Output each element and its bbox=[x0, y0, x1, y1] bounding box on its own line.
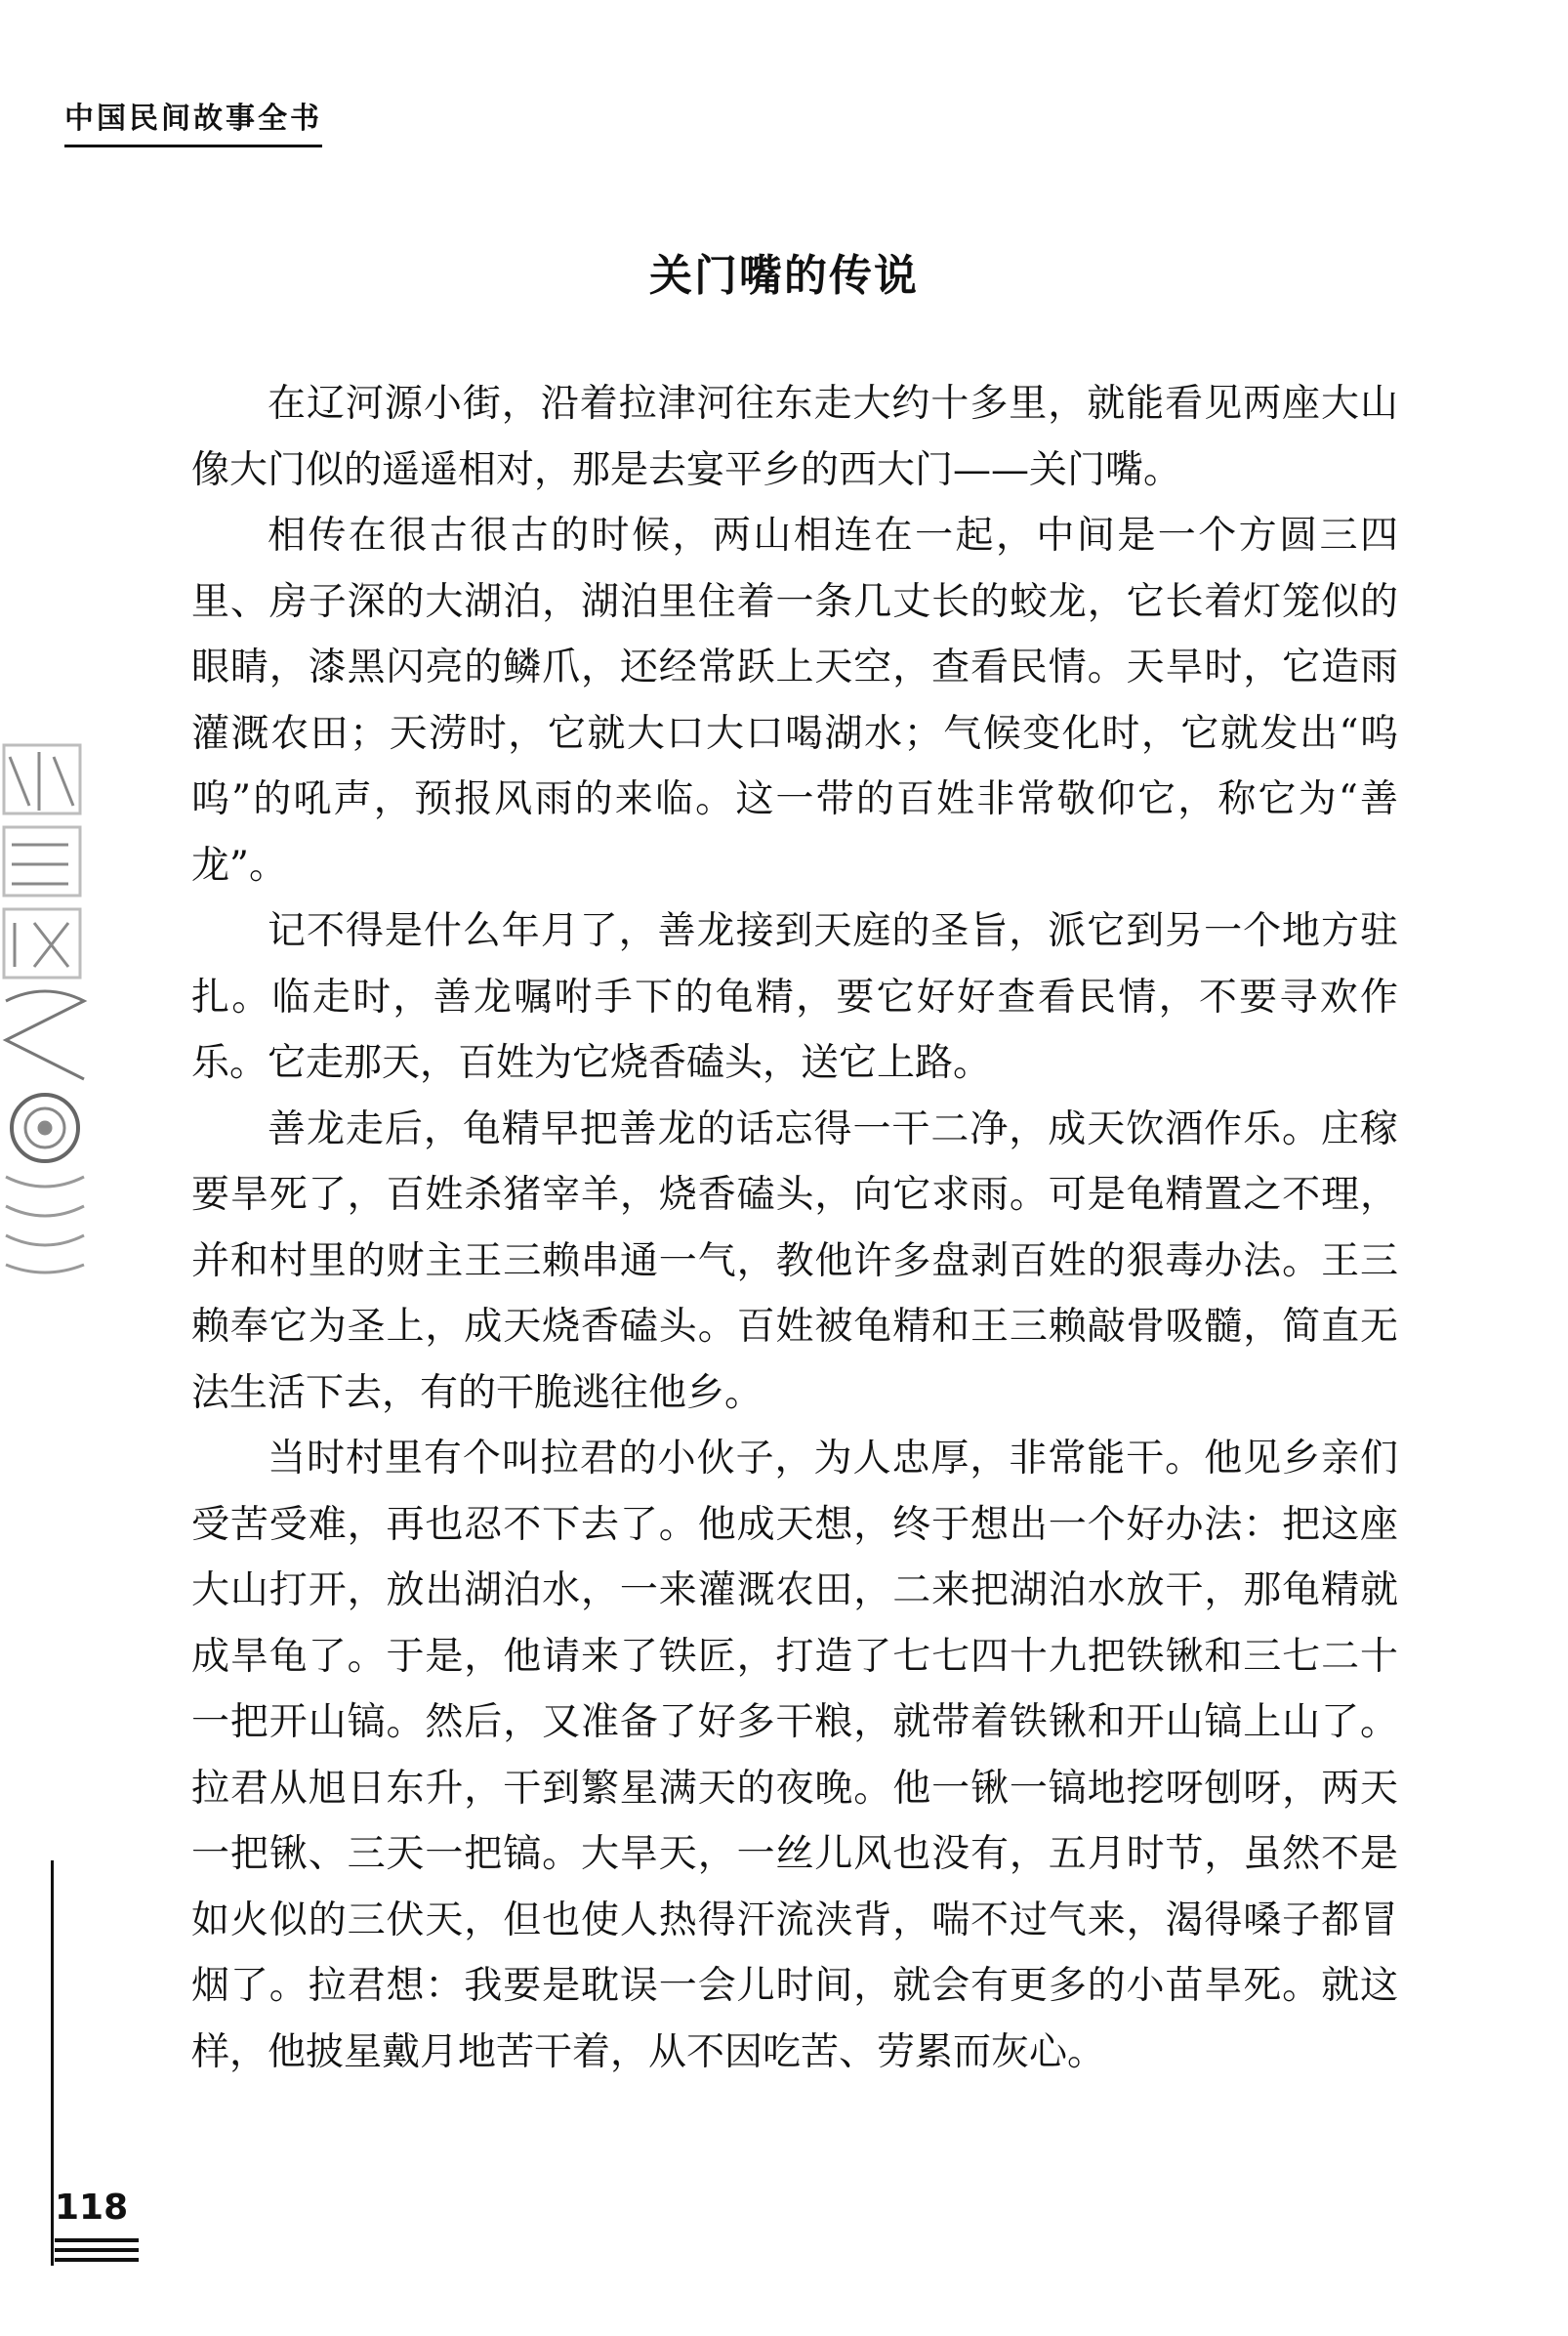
footer-bars bbox=[55, 2238, 139, 2268]
footer-bar bbox=[55, 2238, 139, 2242]
paragraph: 相传在很古很古的时候，两山相连在一起，中间是一个方圆三四里、房子深的大湖泊，湖泊里住着一条几丈长的蛟龙，它长着灯笼似的眼睛，漆黑闪亮的鳞爪，还经常跃上天空，查看民情。天旱时，它造雨灌溉农田；天涝时，它就大口大口喝湖水；气候变化时，它就发出“呜呜”的吼声，预报风雨的来临。这一带的百姓非常敬仰它，称它为“善龙”。 bbox=[191, 514, 1398, 888]
footer-bar bbox=[55, 2258, 139, 2262]
paragraph: 当时村里有个叫拉君的小伙子，为人忠厚，非常能干。他见乡亲们受苦受难，再也忍不下去了。他成天想，终于想出一个好办法：把这座大山打开，放出湖泊水，一来灌溉农田，二来把湖泊水放干，那龟精就成旱龟了。于是，他请来了铁匠，打造了七七四十九把铁锹和三七二十一把开山镐。然后，又准备了好多干粮，就带着铁锹和开山镐上山了。拉君从旭日东升，干到繁星满天的夜晚。他一锹一镐地挖呀刨呀，两天一把锹、三天一把镐。大旱天，一丝儿风也没有，五月时节，虽然不是如火似的三伏天，但也使人热得汗流浃背，喘不过气来，渴得嗓子都冒烟了。拉君想：我要是耽误一会儿时间，就会有更多的小苗旱死。就这样，他披星戴月地苦干着，从不因吃苦、劳累而灰心。 bbox=[191, 1437, 1398, 2074]
paragraph: 记不得是什么年月了，善龙接到天庭的圣旨，派它到另一个地方驻扎。临走时，善龙嘱咐手下的龟精，要它好好查看民情，不要寻欢作乐。它走那天，百姓为它烧香磕头，送它上路。 bbox=[191, 909, 1398, 1085]
paragraph: 在辽河源小街，沿着拉津河往东走大约十多里，就能看见两座大山像大门似的遥遥相对，那是去宴平乡的西大门——关门嘴。 bbox=[191, 382, 1398, 492]
story-title: 关门嘴的传说 bbox=[649, 251, 919, 301]
page-number: 118 bbox=[55, 2188, 129, 2228]
paragraph: 善龙走后，龟精早把善龙的话忘得一干二净，成天饮酒作乐。庄稼要旱死了，百姓杀猪宰羊，烧香磕头，向它求雨。可是龟精置之不理，并和村里的财主王三赖串通一气，教他许多盘剥百姓的狠毒办法。王三赖奉它为圣上，成天烧香磕头。百姓被龟精和王三赖敲骨吸髓，简直无法生活下去，有的干脆逃往他乡。 bbox=[191, 1106, 1398, 1415]
running-header: 中国民间故事全书 bbox=[64, 94, 322, 147]
decorative-margin-ornament bbox=[0, 737, 90, 1284]
story-body bbox=[191, 371, 1398, 2085]
margin-rule bbox=[51, 1860, 54, 2266]
footer-bar bbox=[55, 2248, 139, 2252]
